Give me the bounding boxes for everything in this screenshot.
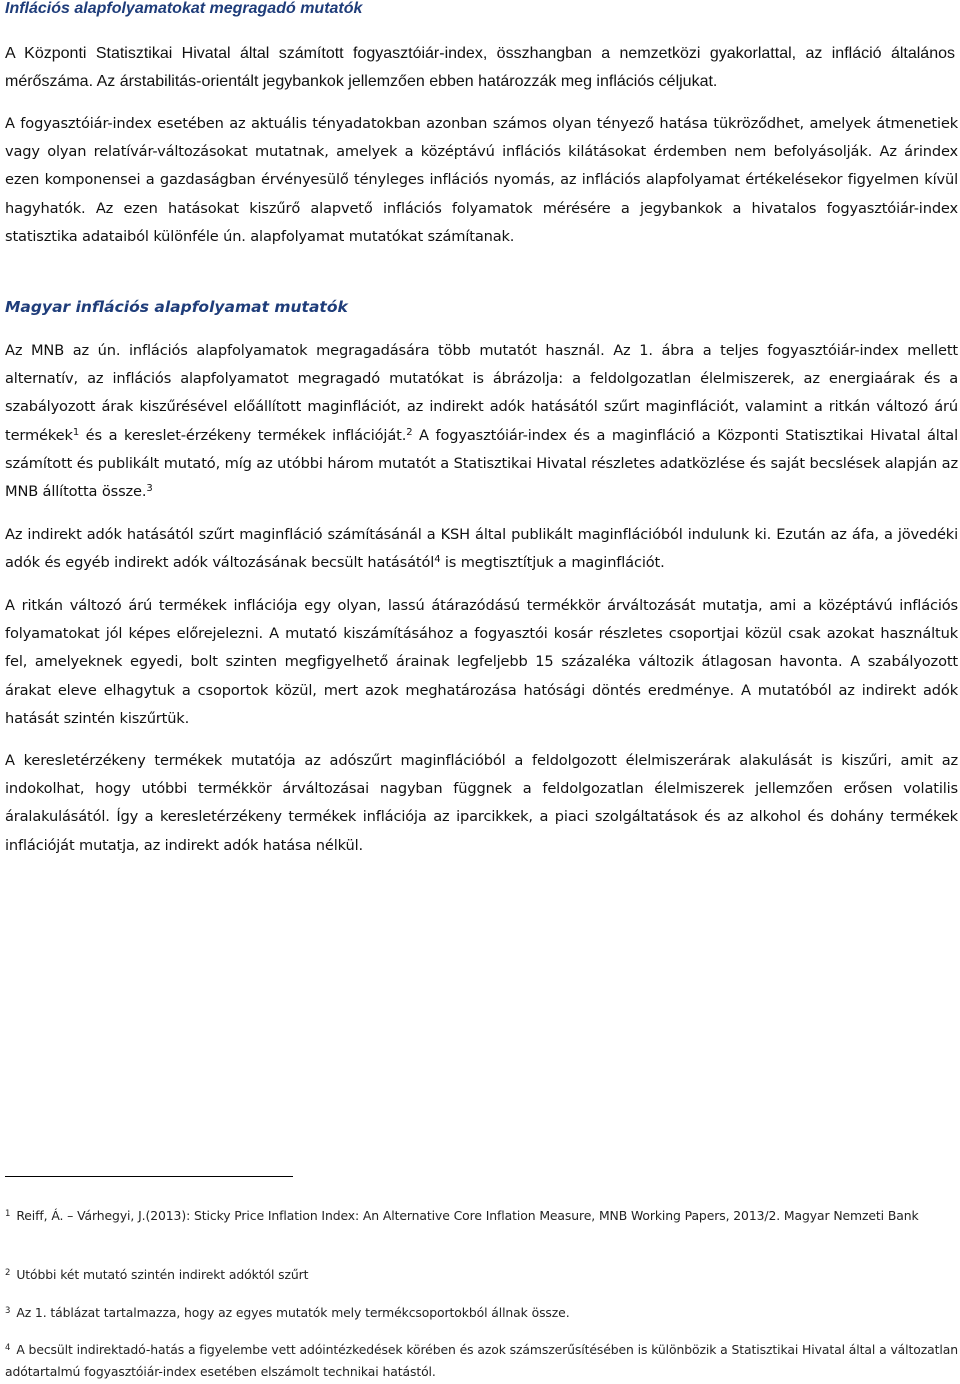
paragraph-text: és a kereslet-érzékeny termékek inflációját. [79,426,407,444]
footnote-ref-2: 2 [406,426,413,438]
footnote-2 [5,1264,958,1286]
footnote-ref-3: 3 [146,483,153,495]
footnote-number: 4 [5,1343,11,1353]
section-heading: Inflációs alapfolyamatokat megragadó mutatók [5,0,363,17]
footnote-number: 1 [5,1209,11,1219]
paragraph-mnb-indicators [5,337,958,506]
footnote-1 [5,1205,958,1227]
paragraph-core-inflation-rationale: A fogyasztóiár-index esetében az aktuális tényadatokban azonban számos olyan tényező hatása tükröződhet, amelyek átmenetiek vagy olyan relatívár-változásokat mutatnak, amelyek a középtávú inflációs kilátásokat érdemben nem befolyásolják. Az árindex ezen komponensei a gazdaságban érvényesülő tényleges inflációs nyomás, az inflációs alapfolyamat értékelésekor figyelmen kívül hagyhatók. Az ezen hatásokat kiszűrő alapvető inflációs folyamatok mérésére a jegybankok a hivatalos fogyasztóiár-index statisztika adataiból különféle ún. alapfolyamat mutatókat számítanak. [5,115,958,245]
paragraph-text: is megtisztítjuk a maginflációt. [440,554,665,572]
footnote-text: A becsült indirektadó-hatás a figyelembe vett adóintézkedések körében és azok számszerűsítésében is különbözik a Statisztikai Hivatal által a változatlan adótartalmú fogyasztóiár-index esetében elszámolt technikai hatástól. [5,1342,958,1379]
intro-paragraph: A Központi Statisztikai Hivatal által számított fogyasztóiár-index, összhangban a nemzetközi gyakorlattal, az infláció általános mérőszáma. Az árstabilitás-orientált jegybankok jellemzően ebben határozzák meg inflációs céljukat. [5,45,955,90]
paragraph-tax-filtered-core [5,521,958,577]
footnote-text: Utóbbi két mutató szintén indirekt adóktól szűrt [16,1267,309,1282]
paragraph-text: Az MNB az ún. inflációs alapfolyamatok megragadására több mutatót használ. Az 1. ábra a teljes fogyasztóiár-index mellett alternatív, az inflációs alapfolyamatot megragadó mutatókat is ábrázolja: a feldolgozatlan élelmiszerek, az energiaárak és a szabályozott árak kiszűrésével előállított maginflációt, az indirekt adók hatásától szűrt maginflációt, valamint a ritkán változó árú termékek [5,342,958,444]
footnote-number: 2 [5,1268,11,1278]
paragraph-text: A fogyasztóiár-index és a maginfláció a Központi Statisztikai Hivatal által számított és publikált mutató, míg az utóbbi három mutatót a Statisztikai Hivatal részletes adatközlése és saját becslések alapján az MNB állította össze. [5,426,958,501]
footnote-divider [5,1176,293,1177]
subsection-heading: Magyar inflációs alapfolyamat mutatók [5,298,348,316]
footnote-4 [5,1339,958,1383]
footnote-3 [5,1302,958,1324]
footnote-number: 3 [5,1306,11,1316]
footnote-ref-4: 4 [434,554,441,566]
paragraph-demand-sensitive: A keresletérzékeny termékek mutatója az adószűrt maginflációból a feldolgozott élelmiszerárak alakulását is kiszűri, amit az indokolhat, hogy utóbbi termékkör árváltozásai nagyban függnek a feldolgozatlan élelmiszerek jellemzően erősen volatilis áralakulásától. Így a keresletérzékeny termékek inflációja az iparcikkek, a piaci szolgáltatások és az alkohol és dohány termékek inflációját mutatja, az indirekt adók hatása nélkül. [5,752,958,854]
footnote-ref-1: 1 [72,426,80,438]
paragraph-text: Az indirekt adók hatásától szűrt maginfláció számításánál a KSH által publikált maginflációból indulunk ki. Ezután az áfa, a jövedéki adók és egyéb indirekt adók változásának becsült hatásától [5,526,958,572]
footnote-text: Reiff, Á. – Várhegyi, J.(2013): Sticky Price Inflation Index: An Alternative Core Inflation Measure, MNB Working Papers, 2013/2. Magyar Nemzeti Bank [16,1208,919,1223]
footnote-text: Az 1. táblázat tartalmazza, hogy az egyes mutatók mely termékcsoportokból állnak össze. [16,1305,570,1320]
paragraph-sticky-price: A ritkán változó árú termékek inflációja egy olyan, lassú átárazódású termékkör árváltozását mutatja, ami a középtávú inflációs folyamatokat jól képes előrejelezni. A mutató kiszámításához a fogyasztói kosár részletes csoportjai közül csak azokat használtuk fel, amelyeknek egyedi, bolt szinten megfigyelhető árainak legfeljebb 15 százaléka változik átlagosan havonta. A szabályozott árakat eleve elhagytuk a csoportok közül, mert azok meghatározása hatósági döntés eredménye. A mutatóból az indirekt adók hatását szintén kiszűrtük. [5,597,958,727]
